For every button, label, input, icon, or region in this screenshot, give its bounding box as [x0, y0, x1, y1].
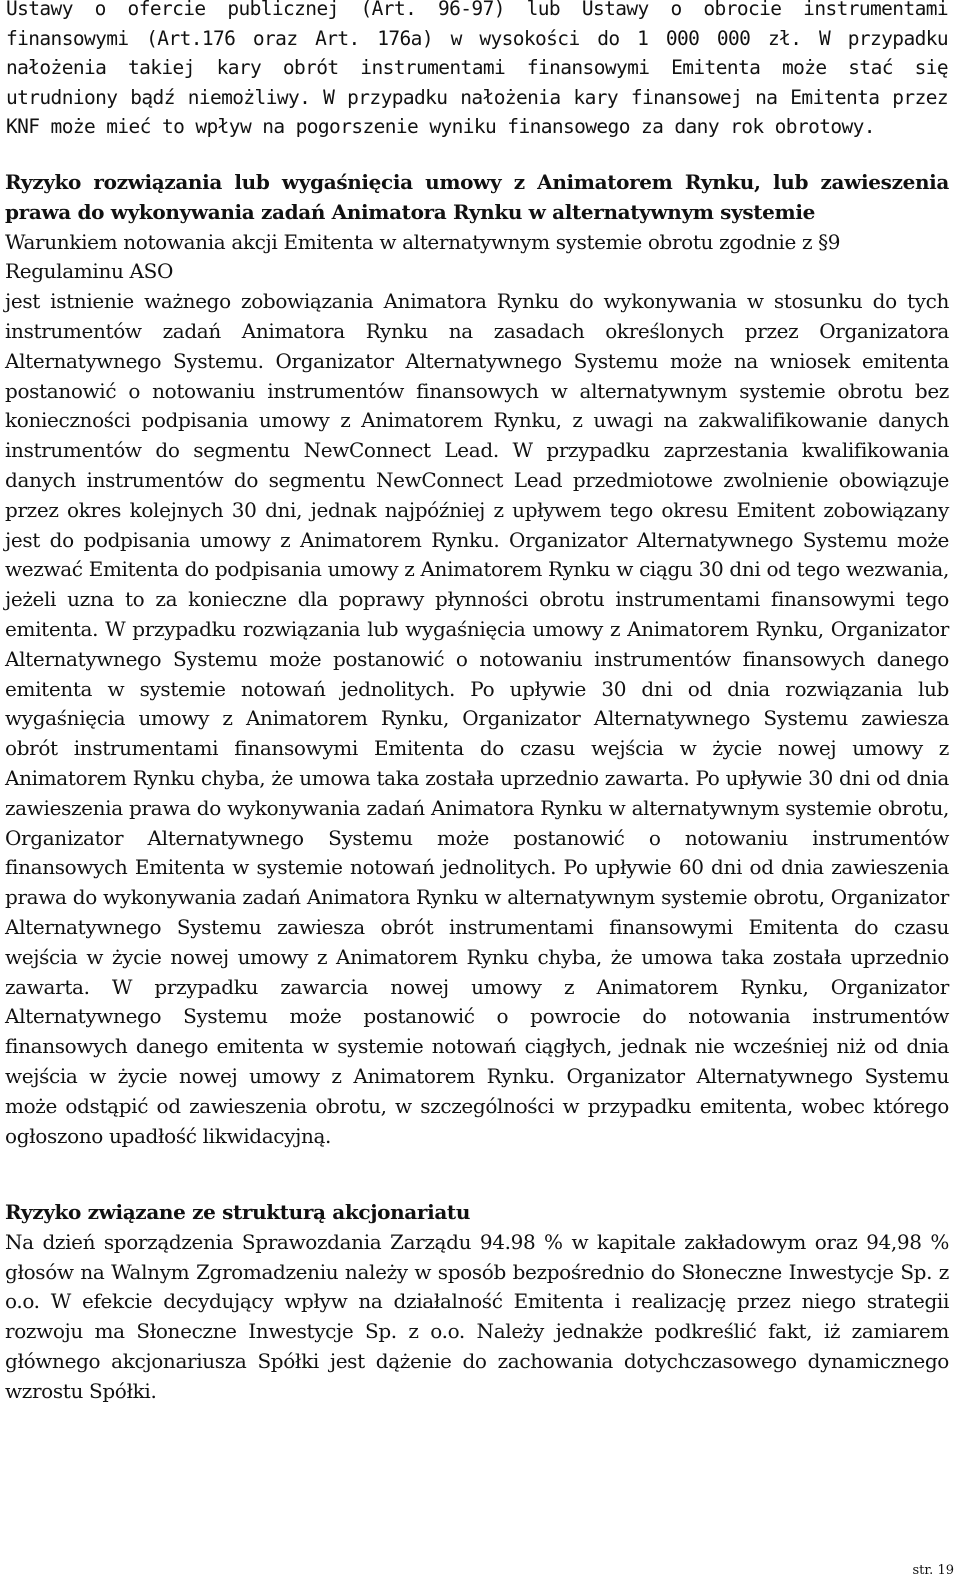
section-heading-structure: Ryzyko związane ze strukturą akcjonariatu [5, 1200, 471, 1224]
section-animator-intro-line: Warunkiem notowania akcji Emitenta w alternatywnym systemie obrotu zgodnie z §9 Regulaminu ASO [5, 229, 841, 284]
page-number: str. 19 [912, 1563, 954, 1578]
intro-paragraph: Ustawy o ofercie publicznej (Art. 96-97) lub Ustawy o obrocie instrumentami finansowymi (Art.176 oraz Art. 176a) w wysokości do 1 000 000 zł. W przypadku nałożenia takiej kary obrót instrumentami finansowymi Emitenta może stać się utrudniony bądź niemożliwy. W przypadku nałożenia kary finansowej na Emitenta przez KNF może mieć to wpływ na pogorszenie wyniku finansowego za dany rok obrotowy. [6, 0, 948, 138]
section-structure [5, 1198, 949, 1407]
section-animator-body: jest istnienie ważnego zobowiązania Animatora Rynku do wykonywania w stosunku do tych instrumentów zadań Animatora Rynku na zasadach określonych przez Organizatora Alternatywnego Systemu. Organizator Alternatywnego Systemu może na wniosek emitenta postanowić o notowaniu instrumentów finansowych w alternatywnym systemie obrotu bez konieczności podpisania umowy z Animatorem Rynku, z uwagi na zakwalifikowanie danych instrumentów do segmentu NewConnect Lead. W przypadku zaprzestania kwalifikowania danych instrumentów do segmentu NewConnect Lead przedmiotowe zwolnienie obowiązuje przez okres kolejnych 30 dni, jednak najpóźniej z upływem tego okresu Emitent zobowiązany jest do podpisania umowy z Animatorem Rynku. Organizator Alternatywnego Systemu może wezwać Emitenta do podpisania umowy z Animatorem Rynku w ciągu 30 dni od tego wezwania, jeżeli uzna to za konieczne dla poprawy płynności obrotu instrumentami finansowymi tego emitenta. W przypadku rozwiązania lub wygaśnięcia umowy z Animatorem Rynku, Organizator Alternatywnego Systemu może postanowić o notowaniu instrumentów finansowych danego emitenta w systemie notowań jednolitych. Po upływie 30 dni od dnia rozwiązania lub wygaśnięcia umowy z Animatorem Rynku, Organizator Alternatywnego Systemu zawiesza obrót instrumentami finansowymi Emitenta do czasu wejścia w życie nowej umowy z Animatorem Rynku chyba, że umowa taka została uprzednio zawarta. Po upływie 30 dni od dnia zawieszenia prawa do wykonywania zadań Animatora Rynku w alternatywnym systemie obrotu, Organizator Alternatywnego Systemu może postanowić o notowaniu instrumentów finansowych Emitenta w systemie notowań jednolitych. Po upływie 60 dni od dnia zawieszenia prawa do wykonywania zadań Animatora Rynku w alternatywnym systemie obrotu, Organizator Alternatywnego Systemu zawiesza obrót instrumentami finansowymi Emitenta do czasu wejścia w życie nowej umowy z Animatorem Rynku chyba, że umowa taka została uprzednio zawarta. W przypadku zawarcia nowej umowy z Animatorem Rynku, Organizator Alternatywnego Systemu może postanowić o powrocie do notowania instrumentów finansowych danego emitenta w systemie notowań ciągłych, jednak nie wcześniej niż od dnia wejścia w życie nowej umowy z Animatorem Rynku. Organizator Alternatywnego Systemu może odstąpić od zawieszenia obrotu, w szczególności w przypadku emitenta, wobec którego ogłoszono upadłość likwidacyjną. [5, 289, 949, 1148]
section-animator [5, 168, 949, 1151]
section-heading-animator: Ryzyko rozwiązania lub wygaśnięcia umowy z Animatorem Rynku, lub zawieszenia prawa do wykonywania zadań Animatora Rynku w alternatywnym systemie [5, 170, 949, 224]
section-structure-body: Na dzień sporządzenia Sprawozdania Zarządu 94.98 % w kapitale zakładowym oraz 94,98 % głosów na Walnym Zgromadzeniu należy w sposób bezpośrednio do Słoneczne Inwestycje Sp. z o.o. W efekcie decydujący wpływ na działalność Emitenta i realizację przez niego strategii rozwoju ma Słoneczne Inwestycje Sp. z o.o. Należy jednakże podkreślić fakt, iż zamiarem głównego akcjonariusza Spółki jest dążenie do zachowania dotychczasowego dynamicznego wzrostu Spółki. [5, 1229, 949, 1403]
